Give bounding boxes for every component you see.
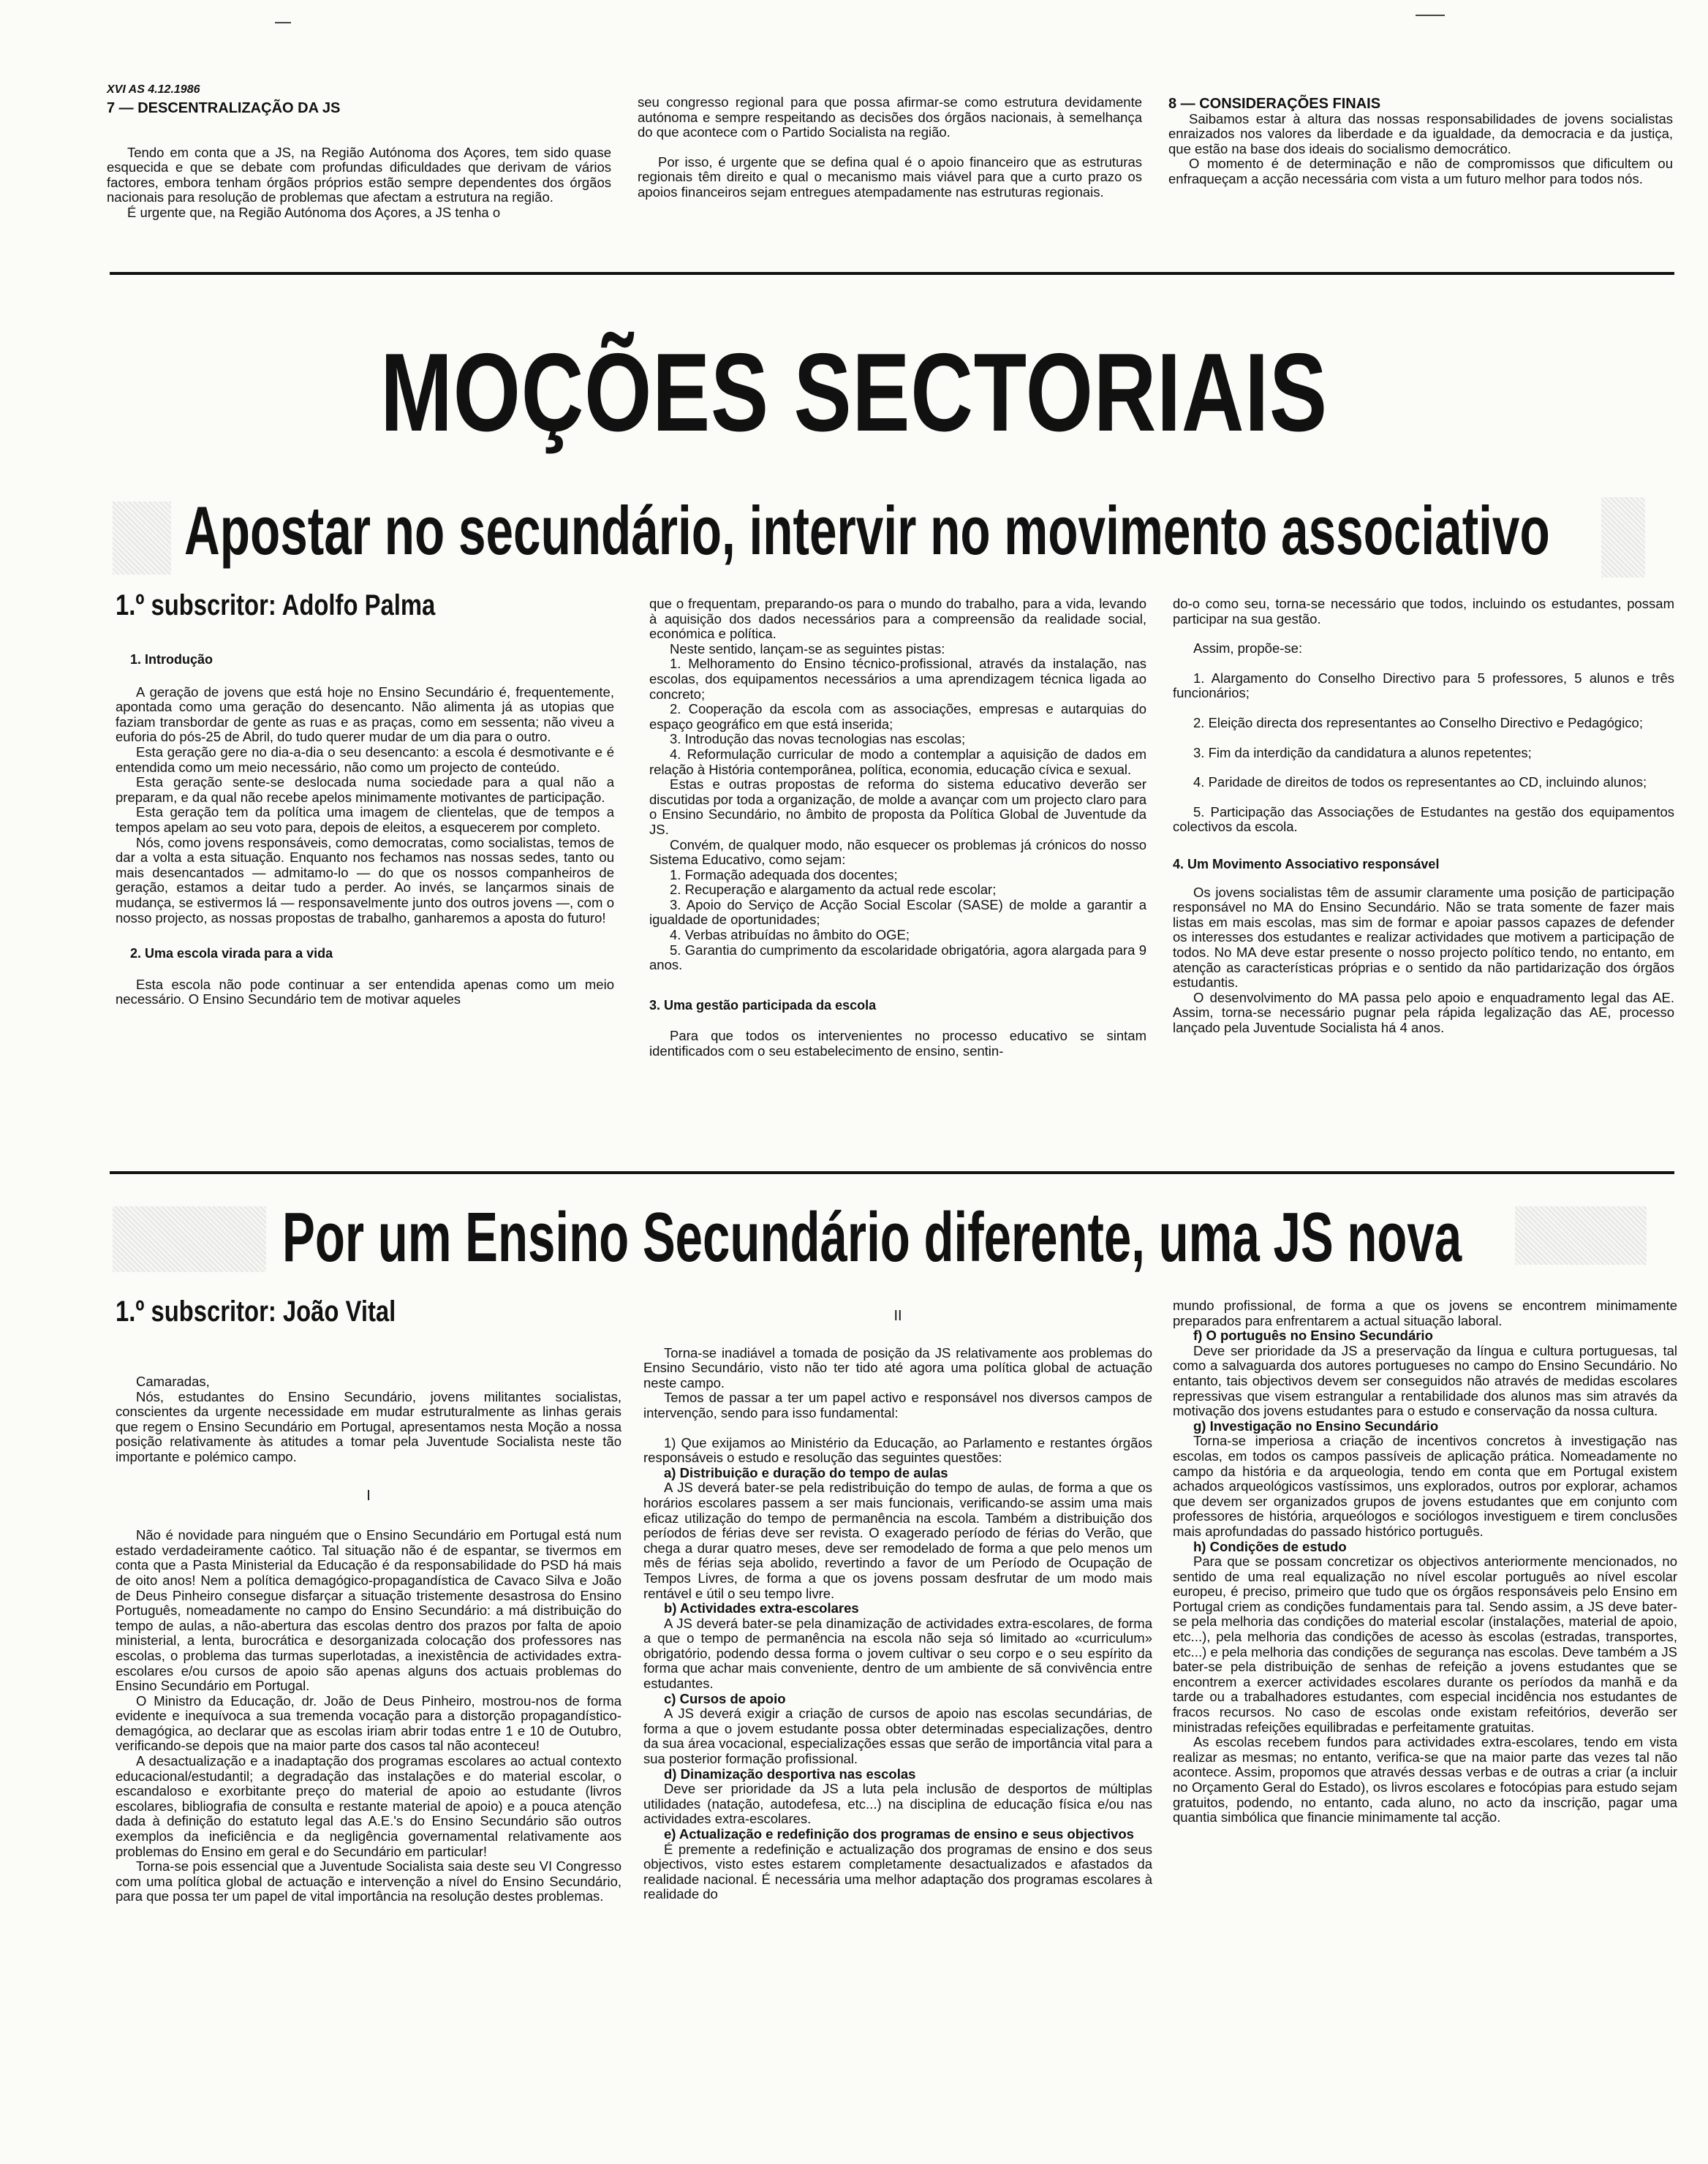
section-8-heading: 8 — CONSIDERAÇÕES FINAIS	[1168, 96, 1381, 112]
list-item: 5. Participação das Associações de Estudantes na gestão dos equipamentos colectivos da escola.	[1173, 803, 1674, 835]
item-title: e) Actualização e redefinição dos programas de ensino e seus objectivos	[664, 1826, 1134, 1842]
paragraph: que o frequentam, preparando-os para o mundo do trabalho, para a vida, levando à aquisição dos dados necessários para a compreensão da realidade social, económica e política.	[649, 596, 1146, 642]
article-1-headline: Apostar no secundário, intervir no movimento associativo	[184, 492, 1550, 569]
banner-title: MOÇÕES SECTORIAIS	[380, 330, 1328, 455]
article-2-col-3	[1173, 1298, 1677, 1826]
paragraph: Estas e outras propostas de reforma do sistema educativo deverão ser discutidas por toda a organização, de molde a avançar com um projecto claro para o Ensino Secundário, no âmbito de proposta da Política Global de Juventude da JS.	[649, 776, 1146, 837]
top-col-2	[638, 95, 1142, 200]
top-mark-left	[275, 22, 291, 23]
paragraph: Torna-se inadiável a tomada de posição da JS relativamente aos problemas do Ensino Secundário, visto não ter tido até agora uma política global de actuação neste campo.	[643, 1344, 1152, 1391]
paragraph: Nós, estudantes do Ensino Secundário, jovens militantes socialistas, conscientes da urgente necessidade em mudar estruturalmente as linhas gerais que regem o Ensino Secundário em Portugal, apresentamos nesta Moção a nossa posição relativamente às atitudes a tomar pela Juventude Socialista neste tão importante e polémico campo.	[116, 1388, 621, 1464]
paragraph: A JS deverá bater-se pela redistribuição do tempo de aulas, de forma a que os horários escolares passem a ser mais funcionais, verificando-se assim uma mais eficaz utilização do tempo de permanência na escola. Também a distribuição dos períodos de férias deve ser revista. O exagerado período de férias do Verão, que chega a durar quatro meses, deve ser remodelado de forma a que pelo menos um mês de férias seja abolido, revertindo a favor de um Período de Ocupação de Tempos Livres, de forma a que os jovens possam desfrutar de um modo mais rentável e útil o seu tempo livre.	[643, 1480, 1152, 1601]
halftone-right-2	[1515, 1206, 1647, 1265]
paragraph: Esta geração tem da política uma imagem de clientelas, que de tempos a tempos apelam ao seu voto para, depois de eleitos, a esquecerem por completo.	[116, 804, 614, 835]
paragraph: Esta geração sente-se deslocada numa sociedade para a qual não a preparam, e da qual não recebe apelos minimamente motivantes de participação.	[116, 774, 614, 805]
paragraph: 1. Melhoramento do Ensino técnico-profissional, através da instalação, nas escolas, dos equipamentos necessários a uma aprendizagem técnica ligada ao concreto;	[649, 656, 1146, 702]
item-title: f) O português no Ensino Secundário	[1193, 1328, 1433, 1344]
paragraph: Torna-se imperiosa a criação de incentivos concretos à investigação nas escolas, em todos os campos passíveis de aplicação prática. Nomeadamente no campo da história e da arqueologia, tendo em conta que em Portugal existem achados arqueológicos vastíssimos, uns explorados, outros por explorar, achamos que devem ser organizados grupos de jovens estudantes que em conjunto com professores de história, arqueólogos e sociólogos investiguem e tirem conclusões mais aprofundadas do passado histórico português.	[1173, 1433, 1677, 1539]
paragraph: 1) Que exijamos ao Ministério da Educação, ao Parlamento e restantes órgãos responsáveis o estudo e resolução das seguintes questões:	[643, 1434, 1152, 1466]
paragraph: É urgente que, na Região Autónoma dos Açores, a JS tenha o	[127, 204, 501, 220]
folio: XVI AS 4.12.1986	[107, 83, 200, 96]
paragraph: do-o como seu, torna-se necessário que todos, incluindo os estudantes, possam participar na sua gestão.	[1173, 596, 1674, 627]
paragraph: O momento é de determinação e não de compromissos que dificultem ou enfraqueçam a acção necessária com vista a um futuro melhor para todos nós.	[1168, 156, 1673, 186]
article-1-col-1	[116, 589, 614, 1007]
paragraph: É premente a redefinição e actualização dos programas de ensino e dos seus objectivos, visto estes estarem completamente desactualizados e afastados da realidade nacional. É necessária uma melhor adaptação dos programas escolares à realidade do	[643, 1841, 1152, 1902]
paragraph: Temos de passar a ter um papel activo e responsável nos diversos campos de intervenção, sendo para isso fundamental:	[643, 1390, 1152, 1420]
item-title: c) Cursos de apoio	[664, 1690, 786, 1706]
paragraph: Para que todos os intervenientes no processo educativo se sintam identificados com o seu estabelecimento de ensino, sentin-	[649, 1028, 1146, 1059]
movimento-heading: 4. Um Movimento Associativo responsável	[1173, 856, 1440, 871]
paragraph: Neste sentido, lançam-se as seguintes pistas:	[670, 640, 945, 657]
paragraph: A JS deverá exigir a criação de cursos de apoio nas escolas secundárias, de forma a que o jovem estudante possa obter determinadas especializações, dentro da sua área vocacional, especializações essas que serão de importância vital para a sua posterior formação profissional.	[643, 1706, 1152, 1767]
paragraph: Esta escola não pode continuar a ser entendida apenas como um meio necessário. O Ensino Secundário tem de motivar aqueles	[116, 976, 614, 1007]
paragraph: Tendo em conta que a JS, na Região Autónoma dos Açores, tem sido quase esquecida e que se debate com profundas dificuldades que derivam de vários factores, embora tenham órgãos próprios estão sempre dependentes dos órgãos nacionais para resolução de problemas que afectam a estrutura na região.	[107, 144, 611, 205]
paragraph: 3. Introdução das novas tecnologias nas escolas;	[670, 731, 966, 747]
halftone-left-2	[113, 1206, 266, 1272]
roman-numeral: II	[893, 1308, 902, 1324]
paragraph: 1. Formação adequada dos docentes;	[670, 866, 898, 882]
paragraph: Assim, propõe-se:	[1193, 640, 1303, 657]
paragraph: 2. Recuperação e alargamento da actual rede escolar;	[670, 882, 997, 898]
paragraph: seu congresso regional para que possa afirmar-se como estrutura devidamente autónoma e sempre respeitando as decisões dos órgãos nacionais, à semelhança do que acontece com o Partido Socialista na região.	[638, 94, 1142, 140]
paragraph: O Ministro da Educação, dr. João de Deus Pinheiro, mostrou-nos de forma evidente e inequívoca a sua tremenda vocação para a distorção propagandístico-demagógica, ao declarar que as escolas iriam abrir todas entre 1 e 10 de Outubro, verificando-se depois que na maior parte dos casos tal não aconteceu!	[116, 1692, 621, 1754]
top-mark-right	[1416, 15, 1445, 16]
paragraph: Para que se possam concretizar os objectivos anteriormente mencionados, no sentido de uma real equalização no nível escolar português ao nível escolar europeu, é preciso, primeiro que tudo que os órgãos responsáveis pelo Ensino em Portugal criem as condições fundamentais para tal. Sendo assim, a JS deve bater-se pela melhoria das condições do material escolar (instalações, material de apoio, etc...), pela melhoria das condições de acesso às escolas (estradas, transportes, etc...) e pela melhoria das condições de segurança nas escolas. Deve também a JS bater-se pela distribuição de senhas de refeição a jovens estudantes que se encontrem a exercer actividades escolares durante os períodos da manhã e da tarde ou a trabalhadores estudantes, com especial incidência nos estudantes de fracos recursos. No caso de escolas onde existam refeitórios, deverão ser ministradas refeições equilibradas e perfeitamente gratuitas.	[1173, 1554, 1677, 1735]
escola-heading: 2. Uma escola virada para a vida	[130, 946, 333, 961]
middle-rule	[110, 1171, 1674, 1174]
paragraph: mundo profissional, de forma a que os jovens se encontrem minimamente preparados para enfrentarem a actual situação laboral.	[1173, 1298, 1677, 1328]
article-1-subscriber: 1.º subscritor: Adolfo Palma	[116, 589, 436, 621]
paragraph: A geração de jovens que está hoje no Ensino Secundário é, frequentemente, apontada como uma geração do desencanto. Não alimenta já as utopias que faziam transbordar de gente as ruas e as praças, como em sessenta; não viveu a euforia do pós-25 de Abril, do tudo querer mudar de um dia para o outro.	[116, 684, 614, 745]
list-item: 3. Fim da interdição da candidatura a alunos repetentes;	[1193, 744, 1532, 760]
paragraph: Saibamos estar à altura das nossas responsabilidades de jovens socialistas enraizados nos valores da liberdade e da igualdade, da democracia e da justiça, que estão na base dos ideais do socialismo democrático.	[1168, 110, 1673, 156]
article-1-col-2	[649, 597, 1146, 1059]
list-item: 1. Alargamento do Conselho Directivo para 5 professores, 5 alunos e três funcionários;	[1173, 670, 1674, 701]
paragraph: Os jovens socialistas têm de assumir claramente uma posição de participação responsável no MA do Ensino Secundário. Não se trata somente de fazer mais listas em mais escolas, mas sim de formar e apoiar passos capazes de defender os interesses dos estudantes e realizar actividades que motivem a participação de todos. No MA deve estar presente o nosso projecto político tendo, no entanto, em atenção as características próprias e o sentido da não partidarização dos órgãos estudantis.	[1173, 884, 1674, 991]
list-item: 4. Paridade de direitos de todos os representantes ao CD, incluindo alunos;	[1193, 774, 1647, 790]
paragraph: Esta geração gere no dia-a-dia o seu desencanto: a escola é desmotivante e é entendida como um meio necessário, não como um projecto de conteúdo.	[116, 744, 614, 775]
paragraph: A JS deverá bater-se pela dinamização de actividades extra-escolares, de forma a que o tempo de permanência na escola não seja só limitado ao «curriculum» obrigatório, podendo dessa forma o jovem cultivar o seu corpo e o seu espírito da forma que achar mais conveniente, dentro de um ambiente de sã convivência entre estudantes.	[643, 1615, 1152, 1692]
paragraph: Convém, de qualquer modo, não esquecer os problemas já crónicos do nosso Sistema Educativo, como sejam:	[649, 836, 1146, 868]
paragraph: 4. Reformulação curricular de modo a contemplar a aquisição de dados em relação à História contemporânea, política, economia, educação cívica e sexual.	[649, 746, 1146, 777]
paragraph: Nós, como jovens responsáveis, como democratas, como socialistas, temos de dar a volta a esta situação. Enquanto nos fechamos nas nossas sedes, tanto ou mais desencantados — admitamo-lo — do que os nossos companheiros de geração, estamos a deitar tudo a perder. Ao invés, se lançarmos sinais de mudança, se estivermos lá — responsavelmente junto dos outros jovens —, com o nosso projecto, as nossas propostas de trabalho, ganharemos a aposta do futuro!	[116, 834, 614, 926]
list-item: 2. Eleição directa dos representantes ao Conselho Directivo e Pedagógico;	[1193, 714, 1643, 730]
article-1-col-3	[1173, 597, 1674, 1035]
top-col-1	[107, 101, 611, 221]
top-col-3	[1168, 97, 1673, 187]
article-2-subscriber: 1.º subscritor: João Vital	[116, 1295, 396, 1328]
item-title: g) Investigação no Ensino Secundário	[1193, 1418, 1439, 1434]
halftone-left-1	[113, 502, 171, 575]
paragraph: Deve ser prioridade da JS a preservação da língua e cultura portuguesas, tal como a salvaguarda dos autores portugueses no campo do Ensino Secundário. No entanto, tais objectivos devem ser conseguidos não através de medidas escolares repressivas que visem estrangular a rentabilidade dos alunos mas sim através da motivação dos jovens estudantes para o estudo e conservação da nossa cultura.	[1173, 1342, 1677, 1419]
paragraph: 4. Verbas atribuídas no âmbito do OGE;	[670, 927, 910, 943]
intro-heading: 1. Introdução	[130, 652, 214, 667]
paragraph: Torna-se pois essencial que a Juventude Socialista saia deste seu VI Congresso com uma política global de actuação e intervenção a nível do Ensino Secundário, para que possa ter um papel de vital importância na resolução destes problemas.	[116, 1858, 621, 1904]
article-2-col-2	[643, 1303, 1152, 1902]
item-title: b) Actividades extra-escolares	[664, 1600, 859, 1616]
article-2-col-1	[116, 1295, 621, 1904]
paragraph: A desactualização e a inadaptação dos programas escolares ao actual contexto educacional/estudantil; a degradação das instalações e do material escolar, o escandaloso e exorbitante preço do material de apoio ao estudante (livros escolares, bibliografia de consulta e restante material de apoio) e a pouca atenção dada à definição do estatuto legal das A.E.'s do Ensino Secundário são outros exemplos da ineficiência e da negligência governamental relativamente aos problemas do Ensino em geral e do Secundário em particular!	[116, 1753, 621, 1859]
paragraph: Por isso, é urgente que se defina qual é o apoio financeiro que as estruturas regionais têm direito e qual o mecanismo mais viável para que a curto prazo os apoios financeiros sejam entregues atempadamente nas estruturas regionais.	[638, 154, 1142, 200]
paragraph: 5. Garantia do cumprimento da escolaridade obrigatória, agora alargada para 9 anos.	[649, 942, 1146, 973]
paragraph: 2. Cooperação da escola com as associações, empresas e autarquias do espaço geográfico em que está inserida;	[649, 701, 1146, 732]
greeting: Camaradas,	[136, 1374, 210, 1389]
gestao-heading: 3. Uma gestão participada da escola	[649, 997, 877, 1013]
item-title: d) Dinamização desportiva nas escolas	[664, 1766, 916, 1782]
halftone-right-1	[1601, 497, 1645, 578]
section-7-heading: 7 — DESCENTRALIZAÇÃO DA JS	[107, 100, 341, 116]
top-rule	[110, 272, 1674, 275]
item-title: a) Distribuição e duração do tempo de aulas	[664, 1464, 948, 1480]
paragraph: As escolas recebem fundos para actividades extra-escolares, tendo em vista realizar as mesmas; no entanto, verifica-se que na maior parte das vezes tal não acontece. Assim, propomos que através dessas verbas e de outras a criar (a incluir no Orçamento Geral do Estado), os livros escolares e fotocópias para estudo sejam gratuitos, podendo, no entanto, cada aluno, no acto da inscrição, pagar uma quantia simbólica que financie minimamente tal acção.	[1173, 1734, 1677, 1826]
paragraph: Não é novidade para ninguém que o Ensino Secundário em Portugal está num estado verdadeiramente caótico. Tal situação não é de espantar, se tivermos em conta que a Pasta Ministerial da Educação é da responsabilidade do PSD há mais de oito anos! Nem a política demagógico-propagandística de Cavaco Silva e João de Deus Pinheiro consegue disfarçar a situação tristemente desastrosa do Ensino Português, nomeadamente no campo do Ensino Secundário: a má distribuição do tempo de aulas, a não-abertura das escolas dentro dos prazos por falta de apoio ministerial, a lenta, burocrática e desorganizada colocação dos professores nas escolas, o problema das turmas superlotadas, a inexistência de actividades extra-escolares e/ou cursos de apoio são apenas alguns dos actuais problemas do Ensino Secundário em Portugal.	[116, 1527, 621, 1694]
item-title: h) Condições de estudo	[1193, 1538, 1347, 1554]
article-2-headline: Por um Ensino Secundário diferente, uma JS nova	[282, 1198, 1462, 1276]
paragraph: 3. Apoio do Serviço de Acção Social Escolar (SASE) de molde a garantir a igualdade de oportunidades;	[649, 896, 1146, 928]
paragraph: O desenvolvimento do MA passa pelo apoio e enquadramento legal das AE. Assim, torna-se necessário pugnar pela rápida legalização das AE, processo lançado pela Juventude Socialista há 4 anos.	[1173, 989, 1674, 1035]
paragraph: Deve ser prioridade da JS a luta pela inclusão de desportos de múltiplas utilidades (natação, autodefesa, etc...) na disciplina de educação física e/ou nas actividades extra-escolares.	[643, 1781, 1152, 1827]
roman-numeral: I	[366, 1487, 371, 1504]
